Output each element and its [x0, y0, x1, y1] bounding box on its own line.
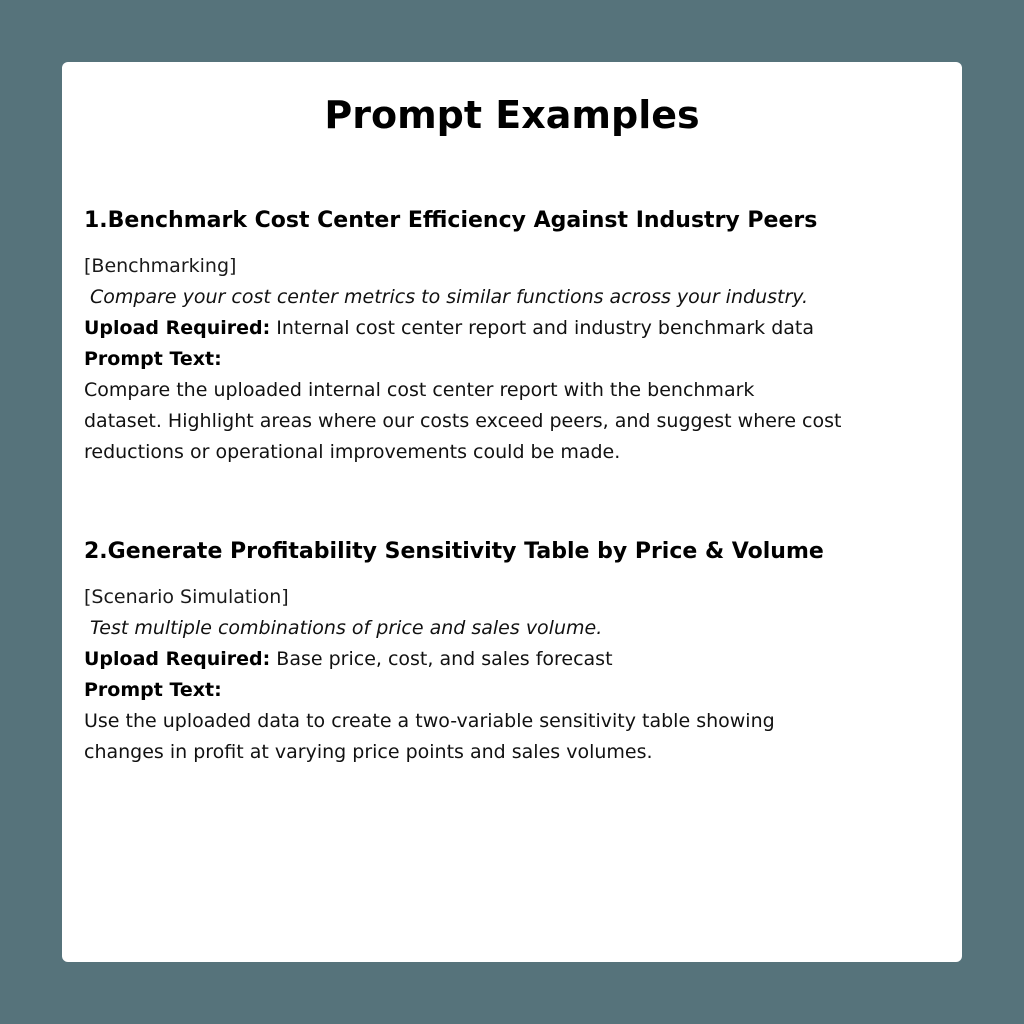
upload-required-row [84, 644, 944, 675]
example-category: [Scenario Simulation] [84, 586, 289, 608]
prompt-text-line: Compare the uploaded internal cost center report with the benchmark [84, 379, 755, 401]
prompt-text-line: reductions or operational improvements could be made. [84, 441, 621, 463]
example-heading: 1.Benchmark Cost Center Efficiency Against Industry Peers [84, 208, 818, 233]
prompt-text-line: changes in profit at varying price points and sales volumes. [84, 741, 653, 763]
upload-required-row [84, 313, 944, 344]
upload-required-label: Upload Required: [84, 648, 271, 670]
upload-required-value: Base price, cost, and sales forecast [270, 648, 613, 670]
content-card [62, 62, 962, 962]
example-body [84, 251, 944, 468]
prompt-text-label: Prompt Text: [84, 348, 222, 370]
example-category: [Benchmarking] [84, 255, 237, 277]
prompt-example-1 [84, 205, 944, 468]
page-title: Prompt Examples [324, 93, 700, 137]
prompt-text-label: Prompt Text: [84, 679, 222, 701]
upload-required-value: Internal cost center report and industry benchmark data [270, 317, 814, 339]
example-heading: 2.Generate Profitability Sensitivity Table by Price & Volume [84, 539, 824, 564]
prompt-text-line: Use the uploaded data to create a two-variable sensitivity table showing [84, 710, 775, 732]
example-body [84, 582, 944, 768]
upload-required-label: Upload Required: [84, 317, 271, 339]
example-description: Test multiple combinations of price and sales volume. [90, 617, 603, 639]
prompt-example-2 [84, 536, 944, 768]
prompt-text-line: dataset. Highlight areas where our costs exceed peers, and suggest where cost [84, 410, 842, 432]
example-description: Compare your cost center metrics to similar functions across your industry. [90, 286, 809, 308]
